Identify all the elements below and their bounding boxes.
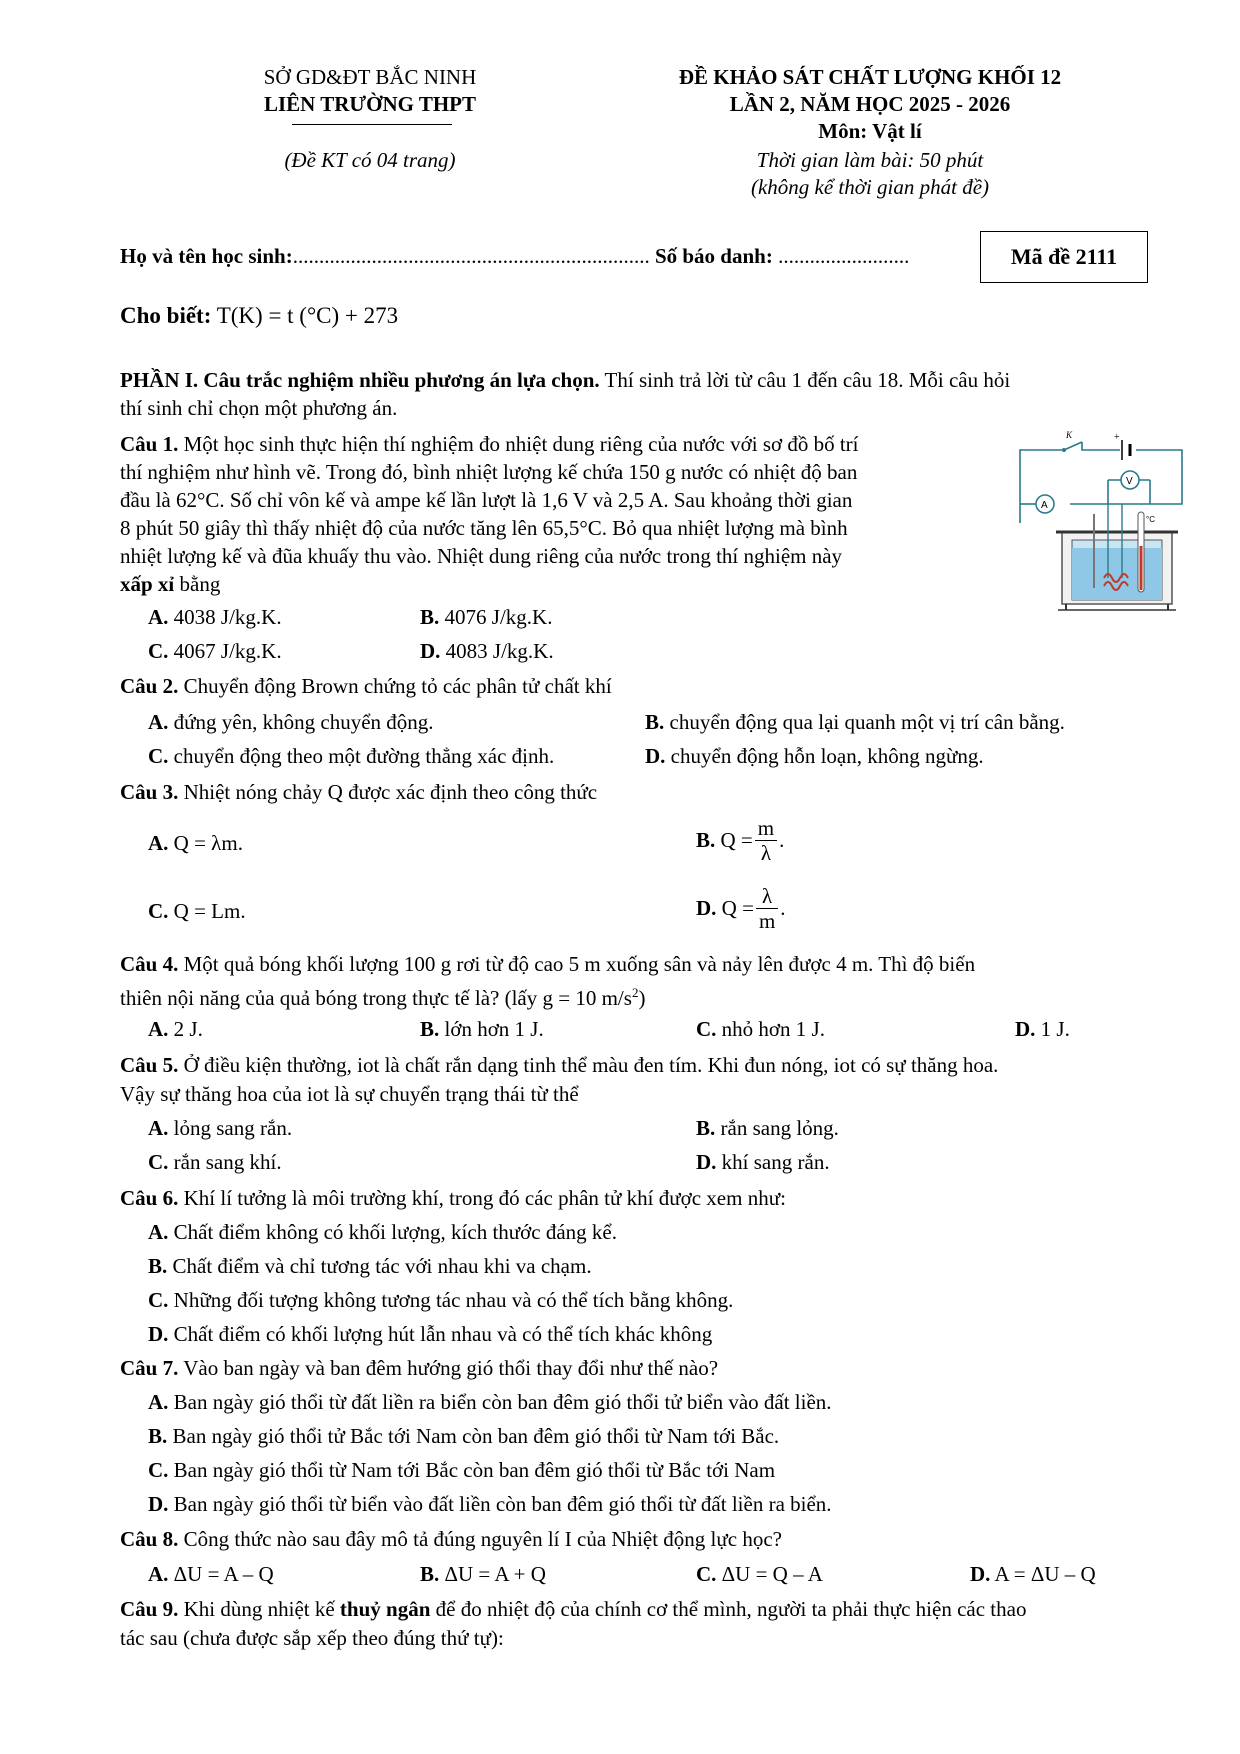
q9-label: Câu 9. — [120, 1597, 179, 1621]
option-letter: C. — [148, 1458, 169, 1482]
q4-option-b[interactable] — [420, 1016, 544, 1042]
option-letter: A. — [148, 1390, 169, 1414]
q9-text-2: để đo nhiệt độ của chính cơ thể mình, người ta phải thực hiện các thao — [430, 1597, 1027, 1621]
formula-lhs: Q = — [720, 828, 753, 852]
part1-instruction: Thí sinh trả lời từ câu 1 đến câu 18. Mỗi câu hỏi — [599, 368, 1011, 392]
q2-option-b[interactable] — [645, 709, 1065, 735]
q5-line2: Vậy sự thăng hoa của iot là sự chuyển trạng thái từ thể — [120, 1082, 579, 1106]
option-letter: B. — [420, 1562, 440, 1586]
q6-option-b[interactable] — [148, 1253, 592, 1279]
q7-text: Vào ban ngày và ban đêm hướng gió thổi thay đổi như thế nào? — [178, 1356, 719, 1380]
formula-lhs: Q = — [721, 896, 754, 920]
option-text: ΔU = A + Q — [444, 1562, 546, 1586]
q2-option-c[interactable] — [148, 743, 554, 769]
switch-label: K — [1066, 430, 1073, 440]
q8-option-c[interactable] — [696, 1561, 823, 1587]
option-letter: A. — [148, 1562, 169, 1586]
header-underline — [292, 124, 452, 125]
option-letter: A. — [148, 1116, 169, 1140]
option-text: ΔU = Q – A — [721, 1562, 823, 1586]
student-info-row — [120, 243, 909, 269]
option-letter: D. — [1015, 1017, 1036, 1041]
option-letter: C. — [148, 899, 169, 923]
q4-option-c[interactable] — [696, 1016, 825, 1042]
part1-line1 — [120, 367, 1010, 393]
option-text: rắn sang khí. — [173, 1150, 282, 1174]
q1-option-c[interactable] — [148, 638, 282, 664]
option-letter: B. — [148, 1424, 168, 1448]
q1-line4: 8 phút 50 giây thì thấy nhiệt độ của nước tăng lên 65,5°C. Bỏ qua nhiệt lượng mà bình — [120, 516, 848, 540]
q4-text: Một quả bóng khối lượng 100 g rơi từ độ cao 5 m xuống sân và nảy lên được 4 m. Thì độ biến — [178, 952, 976, 976]
q7-option-a[interactable] — [148, 1389, 832, 1415]
ammeter-label: A — [1041, 500, 1048, 511]
q5-text: Ở điều kiện thường, iot là chất rắn dạng tinh thể màu đen tím. Khi đun nóng, iot có sự thăng hoa. — [178, 1053, 999, 1077]
option-letter: D. — [970, 1562, 991, 1586]
q1-line6 — [120, 571, 220, 597]
exam-code-box: Mã đề 2111 — [980, 231, 1148, 283]
q5-line1 — [120, 1052, 998, 1078]
option-text: khí sang rắn. — [721, 1150, 830, 1174]
calorimeter-circuit-figure — [1000, 428, 1190, 618]
option-text: Ban ngày gió thổi từ đất liền ra biển còn ban đêm gió thổi tử biển vào đất liền. — [173, 1390, 832, 1414]
option-letter: C. — [696, 1017, 717, 1041]
given-line — [120, 302, 398, 330]
option-text: rắn sang lỏng. — [720, 1116, 839, 1140]
option-text: chuyển động theo một đường thẳng xác định. — [173, 744, 555, 768]
fraction — [755, 816, 777, 865]
q5-label: Câu 5. — [120, 1053, 179, 1077]
exam-duration: Thời gian làm bài: 50 phút — [756, 148, 984, 172]
denominator: λ — [760, 841, 772, 865]
option-text: 1 J. — [1040, 1017, 1070, 1041]
option-letter: D. — [148, 1492, 169, 1516]
option-letter: A. — [148, 605, 169, 629]
option-letter: C. — [148, 1288, 169, 1312]
option-text: A = ΔU – Q — [994, 1562, 1096, 1586]
denominator: m — [758, 909, 776, 933]
numerator: λ — [756, 884, 778, 909]
option-text: Ban ngày gió thổi từ Nam tới Bắc còn ban đêm gió thổi từ Bắc tới Nam — [173, 1458, 776, 1482]
q5-option-d[interactable] — [696, 1149, 830, 1175]
option-letter: B. — [148, 1254, 168, 1278]
option-letter: A. — [148, 1220, 169, 1244]
student-id-field[interactable]: ......................... — [778, 244, 910, 268]
battery-plus-label: + — [1114, 432, 1120, 443]
q1-emphasis: xấp xỉ — [120, 572, 175, 596]
option-letter: C. — [696, 1562, 717, 1586]
q9-line1 — [120, 1596, 1026, 1622]
q1-line3: đầu là 62°C. Số chỉ vôn kế và ampe kế lần lượt là 1,6 V và 2,5 A. Sau khoảng thời gian — [120, 488, 853, 512]
q8-option-b[interactable] — [420, 1561, 546, 1587]
q1-line2: thí nghiệm như hình vẽ. Trong đó, bình nhiệt lượng kế chứa 150 g nước có nhiệt độ ban — [120, 460, 858, 484]
option-text: lỏng sang rắn. — [173, 1116, 293, 1140]
part1-line2: thí sinh chỉ chọn một phương án. — [120, 396, 398, 420]
q3-option-c[interactable] — [148, 898, 246, 924]
option-text: Ban ngày gió thổi từ biển vào đất liền còn ban đêm gió thổi từ đất liền ra biển. — [173, 1492, 832, 1516]
q8-stem — [120, 1526, 782, 1552]
q7-stem — [120, 1355, 718, 1381]
q6-label: Câu 6. — [120, 1186, 179, 1210]
q1-line5: nhiệt lượng kế và đũa khuấy thu vào. Nhiệt dung riêng của nước trong thí nghiệm này — [120, 544, 843, 568]
exam-round: LẦN 2, NĂM HỌC 2025 - 2026 — [729, 92, 1011, 116]
option-text: Chất điểm không có khối lượng, kích thước đáng kể. — [173, 1220, 617, 1244]
q4-text-end: ) — [638, 986, 646, 1010]
q8-option-d[interactable] — [970, 1561, 1096, 1587]
given-formula: T(K) = t (°C) + 273 — [216, 303, 399, 328]
option-letter: C. — [148, 639, 169, 663]
option-text: 4083 J/kg.K. — [445, 639, 554, 663]
q3-label: Câu 3. — [120, 780, 179, 804]
q3-option-d[interactable]: D. Q = $\frac{\lambda}{m}$ . — [696, 884, 786, 933]
q5-option-b[interactable] — [696, 1115, 839, 1141]
q1-text-end: bằng — [174, 572, 221, 596]
option-text: ΔU = A – Q — [173, 1562, 274, 1586]
q3-option-a[interactable] — [148, 830, 243, 856]
q4-line2 — [120, 980, 645, 1011]
option-letter: D. — [696, 896, 717, 920]
numerator: m — [755, 816, 777, 841]
option-letter: D. — [420, 639, 441, 663]
ammeter-icon — [1036, 495, 1054, 513]
q7-label: Câu 7. — [120, 1356, 179, 1380]
school-name: LIÊN TRƯỜNG THPT — [264, 92, 476, 116]
option-letter: B. — [696, 1116, 716, 1140]
option-letter: A. — [148, 1017, 169, 1041]
q8-option-a[interactable] — [148, 1561, 274, 1587]
q2-stem — [120, 673, 612, 699]
q5-option-c[interactable] — [148, 1149, 282, 1175]
option-text: 4067 J/kg.K. — [173, 639, 282, 663]
option-letter: D. — [696, 1150, 717, 1174]
q4-label: Câu 4. — [120, 952, 179, 976]
q2-text: Chuyển động Brown chứng tỏ các phân tử chất khí — [178, 674, 612, 698]
q3-stem — [120, 779, 597, 805]
thermometer-label: °C — [1146, 515, 1155, 524]
option-text: đứng yên, không chuyển động. — [173, 710, 434, 734]
q6-option-a[interactable] — [148, 1219, 617, 1245]
voltmeter-label: V — [1126, 476, 1133, 487]
page-count-note: (Đề KT có 04 trang) — [284, 148, 456, 172]
q4-option-a[interactable] — [148, 1016, 203, 1042]
student-name-field[interactable]: .................................................................... — [292, 244, 650, 268]
switch-icon — [1062, 430, 1082, 452]
exam-subject: Môn: Vật lí — [818, 119, 922, 143]
q4-line1 — [120, 951, 975, 977]
q3-option-b[interactable]: B. Q = $\frac{m}{\lambda}$ . — [696, 816, 785, 865]
given-label: Cho biết: — [120, 303, 212, 328]
school-dept: SỞ GD&ĐT BẮC NINH — [263, 65, 477, 89]
option-text: Chất điểm có khối lượng hút lẫn nhau và có thể tích khác không — [173, 1322, 713, 1346]
q2-option-d[interactable] — [645, 743, 984, 769]
q9-line2: tác sau (chưa được sắp xếp theo đúng thứ tự): — [120, 1626, 504, 1650]
option-letter: A. — [148, 831, 169, 855]
part1-title: PHẦN I. Câu trắc nghiệm nhiều phương án lựa chọn. — [120, 368, 600, 392]
student-name-label: Họ và tên học sinh: — [120, 244, 293, 268]
q1-option-a[interactable] — [148, 604, 282, 630]
q1-text: Một học sinh thực hiện thí nghiệm đo nhiệt dung riêng của nước với sơ đồ bố trí — [178, 432, 859, 456]
q4-text-2: thiên nội năng của quả bóng trong thực tế là? (lấy g = 10 m/s — [120, 986, 632, 1010]
option-letter: C. — [148, 1150, 169, 1174]
q6-option-d[interactable] — [148, 1321, 712, 1347]
option-letter: A. — [148, 710, 169, 734]
option-text: 4038 J/kg.K. — [173, 605, 282, 629]
battery-icon — [1114, 432, 1130, 460]
q7-option-d[interactable] — [148, 1491, 832, 1517]
q6-text: Khí lí tưởng là môi trường khí, trong đó các phân tử khí được xem như: — [178, 1186, 786, 1210]
q9-emphasis: thuỷ ngân — [339, 1597, 431, 1621]
option-letter: D. — [148, 1322, 169, 1346]
option-text: nhỏ hơn 1 J. — [721, 1017, 825, 1041]
calorimeter-icon — [1056, 504, 1178, 610]
option-text: 4076 J/kg.K. — [444, 605, 553, 629]
q2-option-a[interactable] — [148, 709, 434, 735]
option-letter: B. — [645, 710, 665, 734]
option-letter: B. — [420, 605, 440, 629]
q3-text: Nhiệt nóng chảy Q được xác định theo công thức — [178, 780, 598, 804]
q9-text: Khi dùng nhiệt kế — [178, 1597, 340, 1621]
option-text: Những đối tượng không tương tác nhau và có thể tích bằng không. — [173, 1288, 734, 1312]
option-text: Q = Lm. — [173, 899, 246, 923]
q1-label: Câu 1. — [120, 432, 179, 456]
option-letter: D. — [645, 744, 666, 768]
q8-label: Câu 8. — [120, 1527, 179, 1551]
option-text: chuyển động hỗn loạn, không ngừng. — [670, 744, 984, 768]
option-text: Chất điểm và chỉ tương tác với nhau khi va chạm. — [172, 1254, 592, 1278]
q1-option-d[interactable] — [420, 638, 554, 664]
option-letter: B. — [420, 1017, 440, 1041]
option-text: lớn hơn 1 J. — [444, 1017, 544, 1041]
q1-line1 — [120, 431, 859, 457]
q1-option-b[interactable] — [420, 604, 552, 630]
option-text: Q = λm. — [173, 831, 243, 855]
option-text: chuyển động qua lại quanh một vị trí cân bằng. — [669, 710, 1065, 734]
superscript: 2 — [631, 985, 639, 1000]
option-text: Ban ngày gió thổi tử Bắc tới Nam còn ban đêm gió thổi từ Nam tới Bắc. — [172, 1424, 780, 1448]
q4-option-d[interactable] — [1015, 1016, 1070, 1042]
q6-stem — [120, 1185, 786, 1211]
q8-text: Công thức nào sau đây mô tả đúng nguyên lí I của Nhiệt động lực học? — [178, 1527, 782, 1551]
option-text: 2 J. — [173, 1017, 203, 1041]
option-letter: B. — [696, 828, 716, 852]
exam-duration-note: (không kể thời gian phát đề) — [750, 175, 990, 199]
q7-option-b[interactable] — [148, 1423, 779, 1449]
fraction — [756, 884, 778, 933]
option-letter: C. — [148, 744, 169, 768]
q7-option-c[interactable] — [148, 1457, 775, 1483]
q6-option-c[interactable] — [148, 1287, 733, 1313]
q2-label: Câu 2. — [120, 674, 179, 698]
student-id-label: Số báo danh: — [654, 244, 773, 268]
exam-title: ĐỀ KHẢO SÁT CHẤT LƯỢNG KHỐI 12 — [678, 65, 1062, 89]
q5-option-a[interactable] — [148, 1115, 292, 1141]
voltmeter-icon — [1108, 471, 1150, 490]
